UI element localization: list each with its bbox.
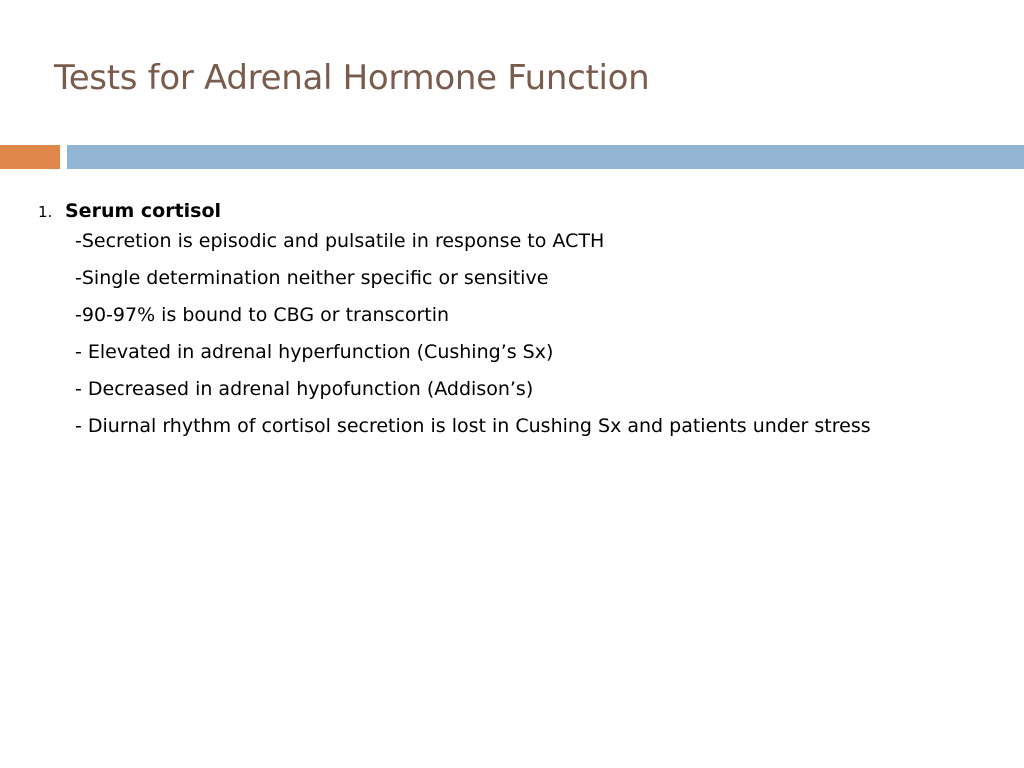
list-item: -90-97% is bound to CBG or transcortin xyxy=(75,304,450,326)
list-item: -Single determination neither specific or sensitive xyxy=(75,267,549,289)
list-item: - Decreased in adrenal hypofunction (Addison’s) xyxy=(75,378,534,400)
list-item: -Secretion is episodic and pulsatile in response to ACTH xyxy=(75,230,605,252)
slide-content xyxy=(38,200,978,451)
slide-title: Tests for Adrenal Hormone Function xyxy=(54,58,650,98)
section-heading xyxy=(38,200,978,222)
section-number: 1. xyxy=(38,203,53,221)
section-heading-text: Serum cortisol xyxy=(65,200,222,222)
accent-bar-blue xyxy=(67,145,1024,169)
list-item: - Diurnal rhythm of cortisol secretion is lost in Cushing Sx and patients under stress xyxy=(75,415,871,437)
list-item: - Elevated in adrenal hyperfunction (Cushing’s Sx) xyxy=(75,341,554,363)
accent-bar-orange xyxy=(0,145,60,169)
